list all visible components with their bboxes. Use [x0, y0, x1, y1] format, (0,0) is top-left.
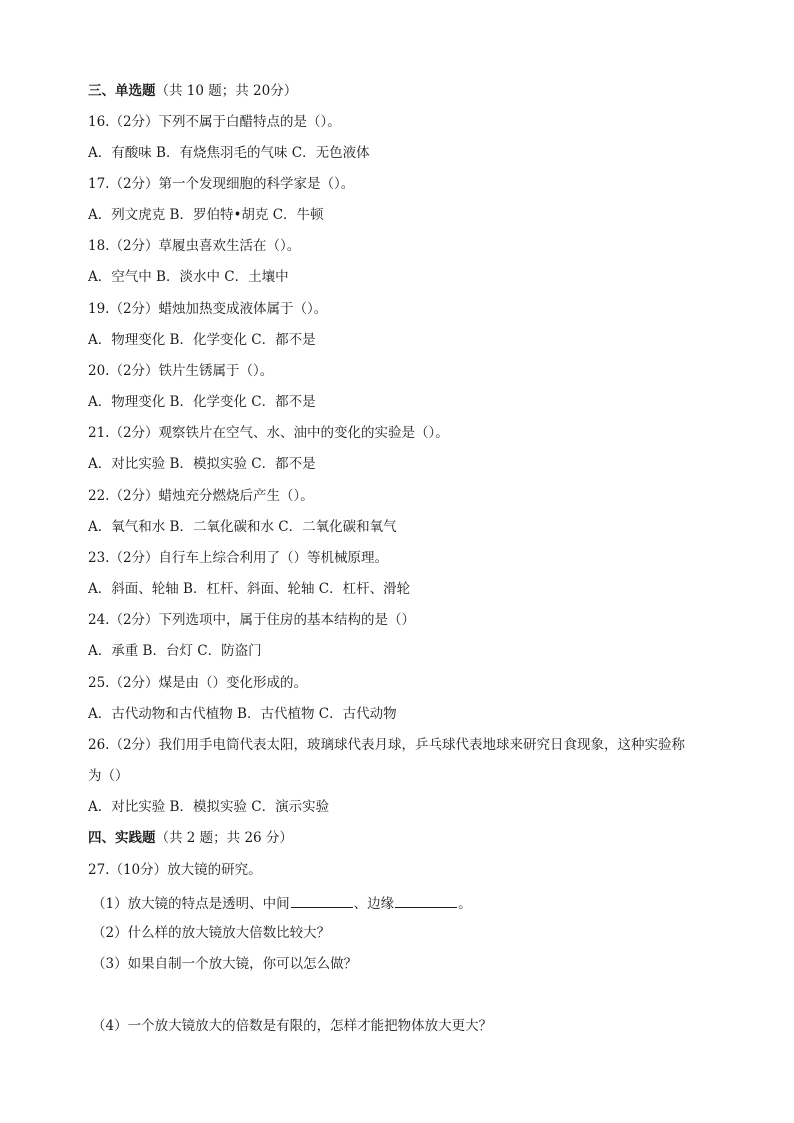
options-18: A．空气中 B．淡水中 C．土壤中	[88, 269, 289, 285]
question-21: 21.（2分）观察铁片在空气、水、油中的变化的实验是（）。	[88, 425, 449, 441]
question-27-part-4: （4）一个放大镜放大的倍数是有限的，怎样才能把物体放大更大？	[92, 1018, 493, 1034]
options-23: A．斜面、轮轴 B．杠杆、斜面、轮轴 C．杠杆、滑轮	[88, 581, 411, 597]
answer-blank-middle[interactable]	[291, 893, 353, 908]
options-19: A．物理变化 B．化学变化 C．都不是	[88, 332, 316, 348]
answer-blank-edge[interactable]	[395, 893, 457, 908]
question-19: 19.（2分）蜡烛加热变成液体属于（）。	[88, 301, 328, 317]
options-24: A．承重 B．台灯 C．防盗门	[88, 643, 262, 659]
question-26-continued: 为（）	[88, 768, 129, 784]
options-21: A．对比实验 B．模拟实验 C．都不是	[88, 456, 316, 472]
question-22: 22.（2分）蜡烛充分燃烧后产生（）。	[88, 488, 314, 504]
question-16: 16.（2分）下列不属于白醋特点的是（）。	[88, 114, 341, 130]
section-title-practice: 四、实践题（共 2 题；共 26 分）	[88, 830, 293, 846]
question-27-part-3: （3）如果自制一个放大镜，你可以怎么做？	[92, 956, 358, 972]
question-23: 23.（2分）自行车上综合利用了（）等机械原理。	[88, 550, 389, 566]
options-26: A．对比实验 B．模拟实验 C．演示实验	[88, 799, 330, 815]
question-27-part-1: （1）放大镜的特点是透明、中间 、边缘 。	[92, 893, 472, 913]
question-27: 27.（10分）放大镜的研究。	[88, 862, 262, 878]
options-25: A．古代动物和古代植物 B．古代植物 C．古代动物	[88, 706, 397, 722]
question-20: 20.（2分）铁片生锈属于（）。	[88, 363, 274, 379]
question-26: 26.（2分）我们用手电筒代表太阳，玻璃球代表月球，乒乓球代表地球来研究日食现象，这种实验称	[88, 737, 686, 753]
options-20: A．物理变化 B．化学变化 C．都不是	[88, 394, 316, 410]
options-17: A．列文虎克 B．罗伯特•胡克 C．牛顿	[88, 207, 324, 223]
question-27-part-2: （2）什么样的放大镜放大倍数比较大？	[92, 925, 331, 941]
question-18: 18.（2分）草履虫喜欢生活在（）。	[88, 238, 301, 254]
options-22: A．氧气和水 B．二氧化碳和水 C．二氧化碳和氧气	[88, 519, 397, 535]
question-25: 25.（2分）煤是由（）变化形成的。	[88, 675, 308, 691]
section-title-single-choice: 三、单选题（共 10 题；共 20分）	[88, 83, 298, 99]
question-17: 17.（2分）第一个发现细胞的科学家是（）。	[88, 176, 355, 192]
options-16: A．有酸味 B．有烧焦羽毛的气味 C．无色液体	[88, 145, 370, 161]
question-24: 24.（2分）下列选项中，属于住房的基本结构的是（）	[88, 612, 416, 628]
